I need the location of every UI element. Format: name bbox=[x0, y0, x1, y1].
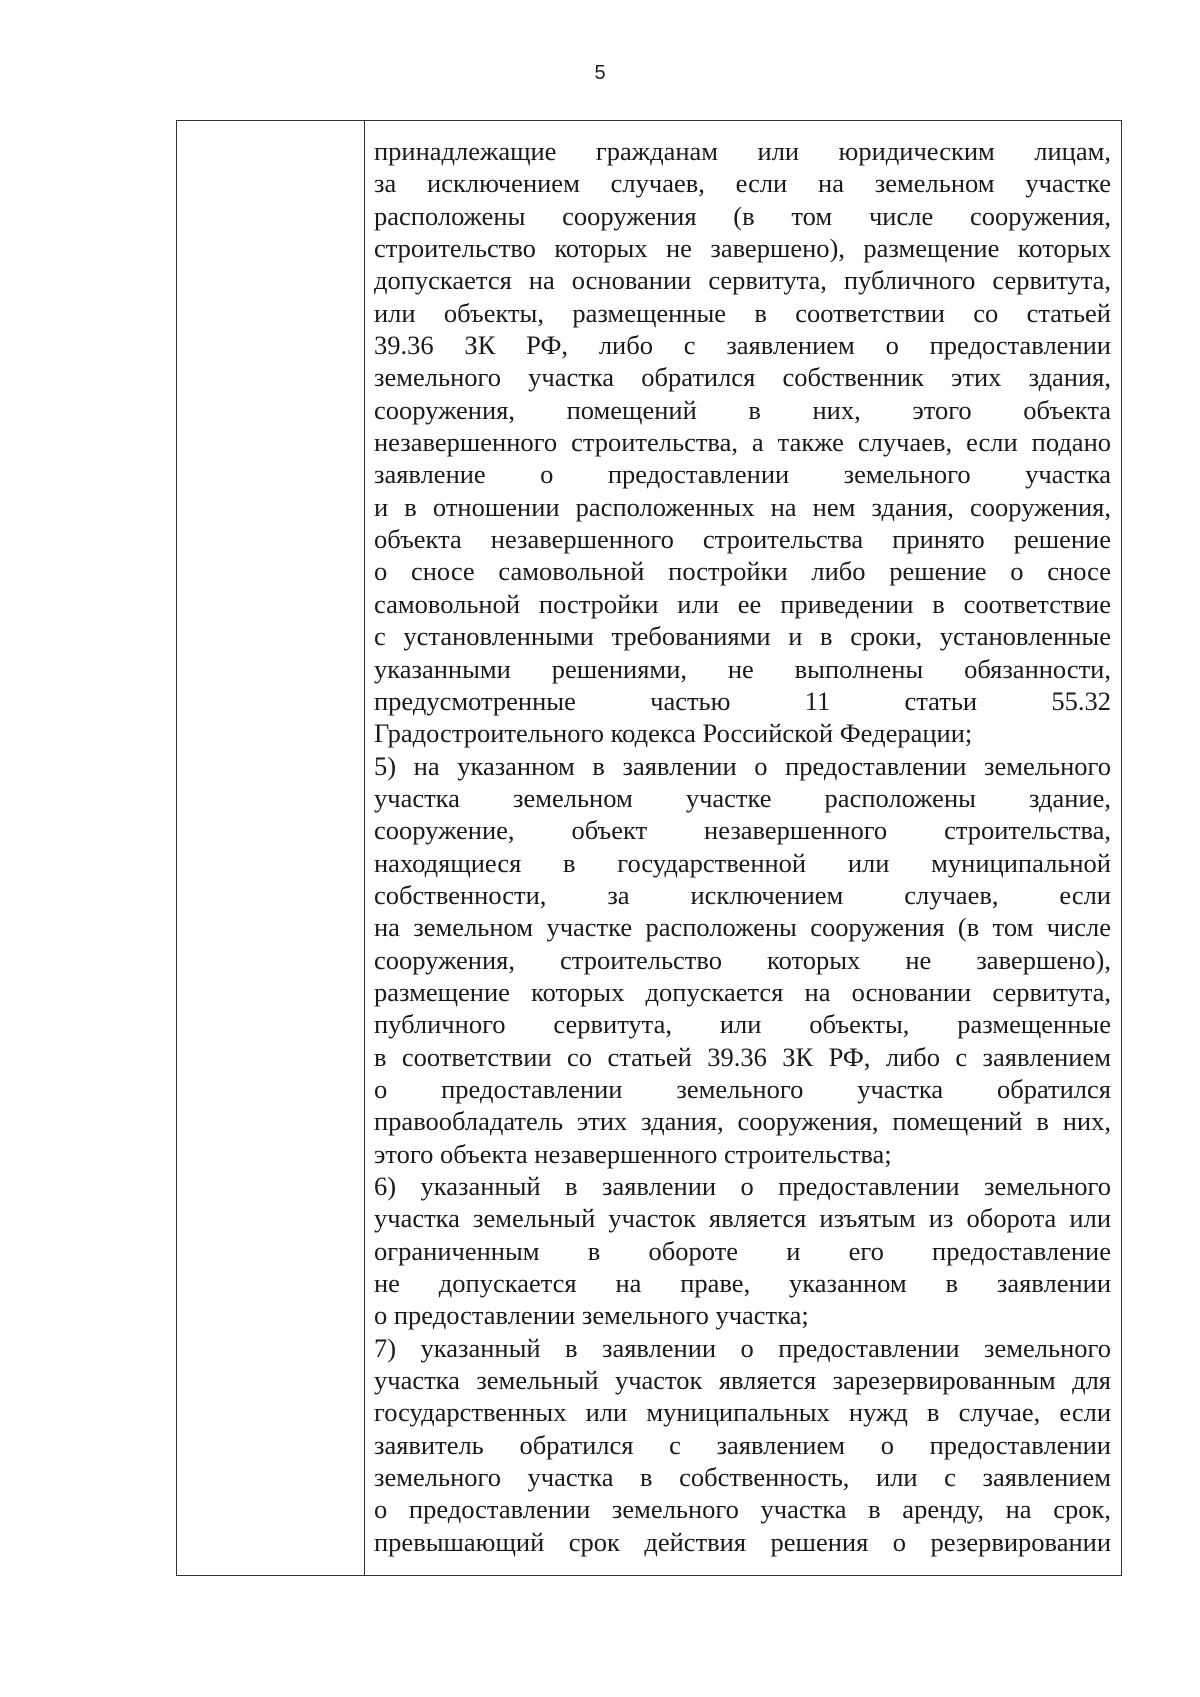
text-line: принадлежащие гражданам или юридическим лицам, bbox=[374, 136, 1111, 166]
text-line: или объекты, размещенные в соответствии со статьей bbox=[374, 297, 1111, 328]
document-table bbox=[176, 120, 1122, 1576]
text-line: земельного участка обратился собственник этих здания, bbox=[374, 362, 1111, 393]
text-line: заявление о предоставлении земельного участка bbox=[374, 459, 1111, 490]
text-line: допускается на основании сервитута, публичного сервитута, bbox=[374, 265, 1111, 296]
text-line: участка земельном участке расположены здание, bbox=[374, 782, 1111, 813]
text-line: заявитель обратился с заявлением о предоставлении bbox=[374, 1429, 1111, 1460]
text-line: расположены сооружения (в том числе сооружения, bbox=[374, 200, 1111, 231]
text-line: Градостроительного кодекса Российской Федерации; bbox=[374, 718, 973, 749]
text-line: на земельном участке расположены сооружения (в том числе bbox=[374, 912, 1111, 943]
text-line: превышающий срок действия решения о резервировании bbox=[374, 1526, 1111, 1557]
text-line: этого объекта незавершенного строительства; bbox=[374, 1138, 892, 1169]
text-line: 39.36 ЗК РФ, либо с заявлением о предоставлении bbox=[374, 330, 1111, 361]
text-line: 6) указанный в заявлении о предоставлении земельного bbox=[374, 1171, 1111, 1201]
text-line: 5) на указанном в заявлении о предоставлении земельного bbox=[374, 750, 1111, 781]
text-line: объекта незавершенного строительства принято решение bbox=[374, 524, 1111, 555]
text-line: 7) указанный в заявлении о предоставлении земельного bbox=[374, 1332, 1111, 1363]
text-line: земельного участка в собственность, или с заявлением bbox=[374, 1462, 1111, 1493]
text-line: сооружения, строительство которых не завершено), bbox=[374, 944, 1111, 975]
text-line: и в отношении расположенных на нем здания, сооружения, bbox=[374, 491, 1111, 522]
text-line: самовольной постройки или ее приведении в соответствие bbox=[374, 588, 1111, 619]
text-line: предусмотренные частью 11 статьи 55.32 bbox=[374, 685, 1111, 716]
text-line: участка земельный участок является зарезервированным для bbox=[374, 1365, 1111, 1396]
text-line: с установленными требованиями и в сроки, установленные bbox=[374, 621, 1111, 652]
text-line: незавершенного строительства, а также случаев, если подано bbox=[374, 427, 1111, 458]
text-line: в соответствии со статьей 39.36 ЗК РФ, либо с заявлением bbox=[374, 1041, 1111, 1072]
table-left-column bbox=[177, 121, 365, 1575]
text-line: государственных или муниципальных нужд в случае, если bbox=[374, 1397, 1111, 1428]
text-line: сооружения, помещений в них, этого объекта bbox=[374, 394, 1111, 425]
text-line: собственности, за исключением случаев, если bbox=[374, 879, 1111, 910]
text-line: о предоставлении земельного участка; bbox=[374, 1300, 809, 1331]
text-line: размещение которых допускается на основании сервитута, bbox=[374, 976, 1111, 1007]
table-text-column bbox=[365, 121, 1121, 1575]
text-line: указанными решениями, не выполнены обязанности, bbox=[374, 653, 1111, 684]
text-line: не допускается на праве, указанном в заявлении bbox=[374, 1268, 1111, 1299]
text-line: правообладатель этих здания, сооружения, помещений в них, bbox=[374, 1106, 1111, 1137]
text-line: о предоставлении земельного участка в аренду, на срок, bbox=[374, 1494, 1111, 1525]
text-line: находящиеся в государственной или муниципальной bbox=[374, 847, 1111, 878]
text-line: участка земельный участок является изъятым из оборота или bbox=[374, 1203, 1111, 1234]
page-number: 5 bbox=[594, 62, 606, 84]
text-line: сооружение, объект незавершенного строительства, bbox=[374, 815, 1111, 846]
text-line: о сносе самовольной постройки либо решение о сносе bbox=[374, 556, 1111, 587]
text-line: публичного сервитута, или объекты, размещенные bbox=[374, 1009, 1111, 1040]
text-line: за исключением случаев, если на земельном участке bbox=[374, 168, 1111, 199]
text-line: строительство которых не завершено), размещение которых bbox=[374, 233, 1111, 264]
text-line: о предоставлении земельного участка обратился bbox=[374, 1073, 1111, 1104]
text-line: ограниченным в обороте и его предоставление bbox=[374, 1235, 1111, 1266]
